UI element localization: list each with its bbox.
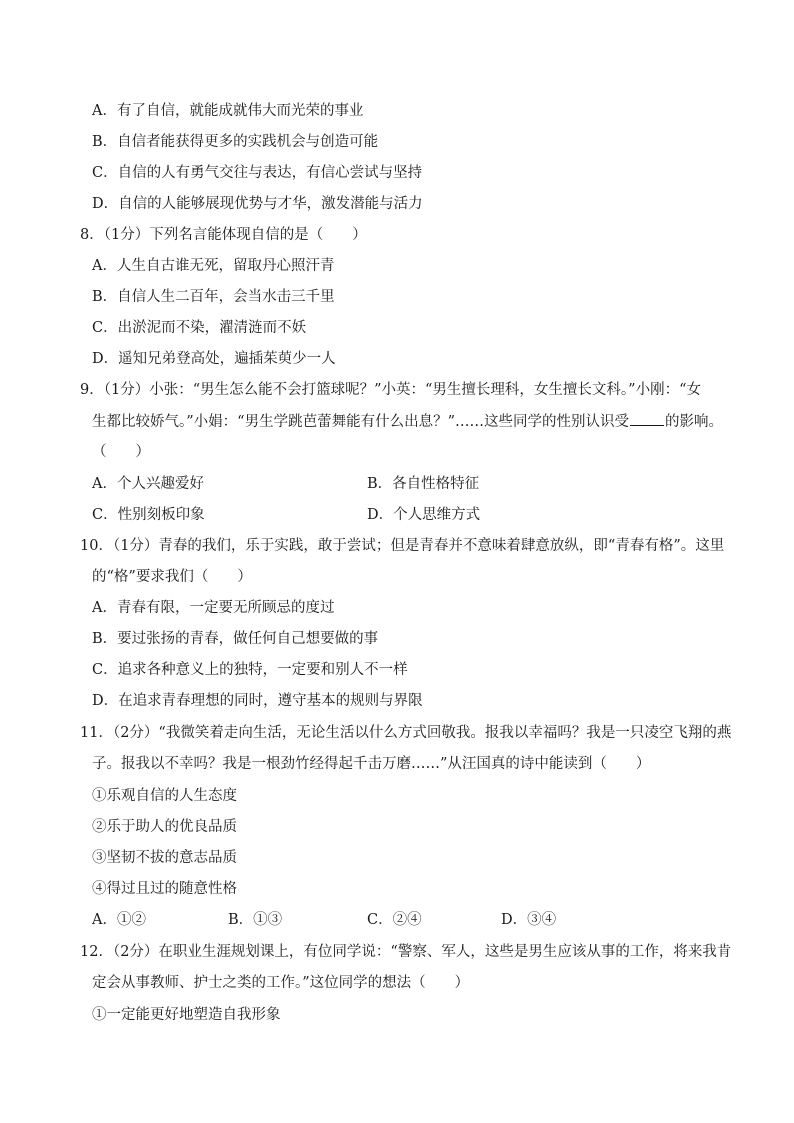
q10-stem-line1: 10．（1分）青春的我们，乐于实践，敢于尝试；但是青春并不意味着肆意放纵，即“青春有格”。这里 xyxy=(80,538,725,554)
q8-option-a: A．人生自古谁无死，留取丹心照汗青 xyxy=(92,258,335,274)
q9-option-d: D．个人思维方式 xyxy=(367,507,481,523)
q11-option-c: C．②④ xyxy=(367,912,422,928)
q9-option-c: C．性别刻板印象 xyxy=(92,507,205,523)
q9-option-b: B．各自性格特征 xyxy=(367,476,480,492)
q7-option-d: D．自信的人能够展现优势与才华，激发潜能与活力 xyxy=(92,196,423,212)
q10-option-d: D．在追求青春理想的同时，遵守基本的规则与界限 xyxy=(92,693,423,709)
q12-item-1: ①一定能更好地塑造自我形象 xyxy=(92,1007,281,1023)
q11-stem-line1: 11．（2分）“我微笑着走向生活，无论生活以什么方式回敬我。报我以幸福吗？我是一只凌空飞翔的燕 xyxy=(80,725,732,741)
q11-item-1: ①乐观自信的人生态度 xyxy=(92,788,237,804)
q10-option-c: C．追求各种意义上的独特，一定要和别人不一样 xyxy=(92,662,408,678)
q8-stem: 8．（1分）下列名言能体现自信的是（ ） xyxy=(80,227,367,243)
q11-item-3: ③坚韧不拔的意志品质 xyxy=(92,850,237,866)
q11-option-d: D．③④ xyxy=(501,912,557,928)
q9-answer-blank xyxy=(630,411,664,426)
q7-option-b: B．自信者能获得更多的实践机会与创造可能 xyxy=(92,134,379,150)
q12-stem-line1: 12．（2分）在职业生涯规划课上，有位同学说：“警察、军人，这些是男生应该从事的工作，将来我肯 xyxy=(80,944,732,960)
q8-option-c: C．出淤泥而不染，濯清涟而不妖 xyxy=(92,320,307,336)
q9-answer-paren: （ ） xyxy=(92,444,150,460)
q7-option-c: C．自信的人有勇气交往与表达，有信心尝试与坚持 xyxy=(92,165,423,181)
q11-option-a: A．①② xyxy=(92,912,146,928)
q11-stem-line2: 子。报我以不幸吗？我是一根劲竹经得起千击万磨……”从汪国真的诗中能读到（ ） xyxy=(92,756,651,772)
q9-stem-line2-text: 生都比较娇气。”小娟：“男生学跳芭蕾舞能有什么出息？”……这些同学的性别认识受 xyxy=(92,414,629,430)
q9-stem-line2-end: 的影响。 xyxy=(665,414,723,430)
q8-option-d: D．遥知兄弟登高处，遍插茱萸少一人 xyxy=(92,351,336,367)
q11-item-2: ②乐于助人的优良品质 xyxy=(92,819,237,835)
q11-item-4: ④得过且过的随意性格 xyxy=(92,881,237,897)
q10-option-a: A．青春有限，一定要无所顾忌的度过 xyxy=(92,600,335,616)
q12-stem-line2: 定会从事教师、护士之类的工作。”这位同学的想法（ ） xyxy=(92,975,470,991)
q11-option-b: B．①③ xyxy=(228,912,283,928)
q10-stem-line2: 的“格”要求我们（ ） xyxy=(92,569,252,585)
q9-option-a: A．个人兴趣爱好 xyxy=(92,476,204,492)
q10-option-b: B．要过张扬的青春，做任何自己想要做的事 xyxy=(92,631,379,647)
q9-stem-line2 xyxy=(92,411,723,432)
q9-stem-line1: 9．（1分）小张：“男生怎么能不会打篮球呢？”小英：“男生擅长理科，女生擅长文科。”小刚：“女 xyxy=(80,382,702,398)
q8-option-b: B．自信人生二百年，会当水击三千里 xyxy=(92,289,335,305)
q7-option-a: A．有了自信，就能成就伟大而光荣的事业 xyxy=(92,103,364,119)
